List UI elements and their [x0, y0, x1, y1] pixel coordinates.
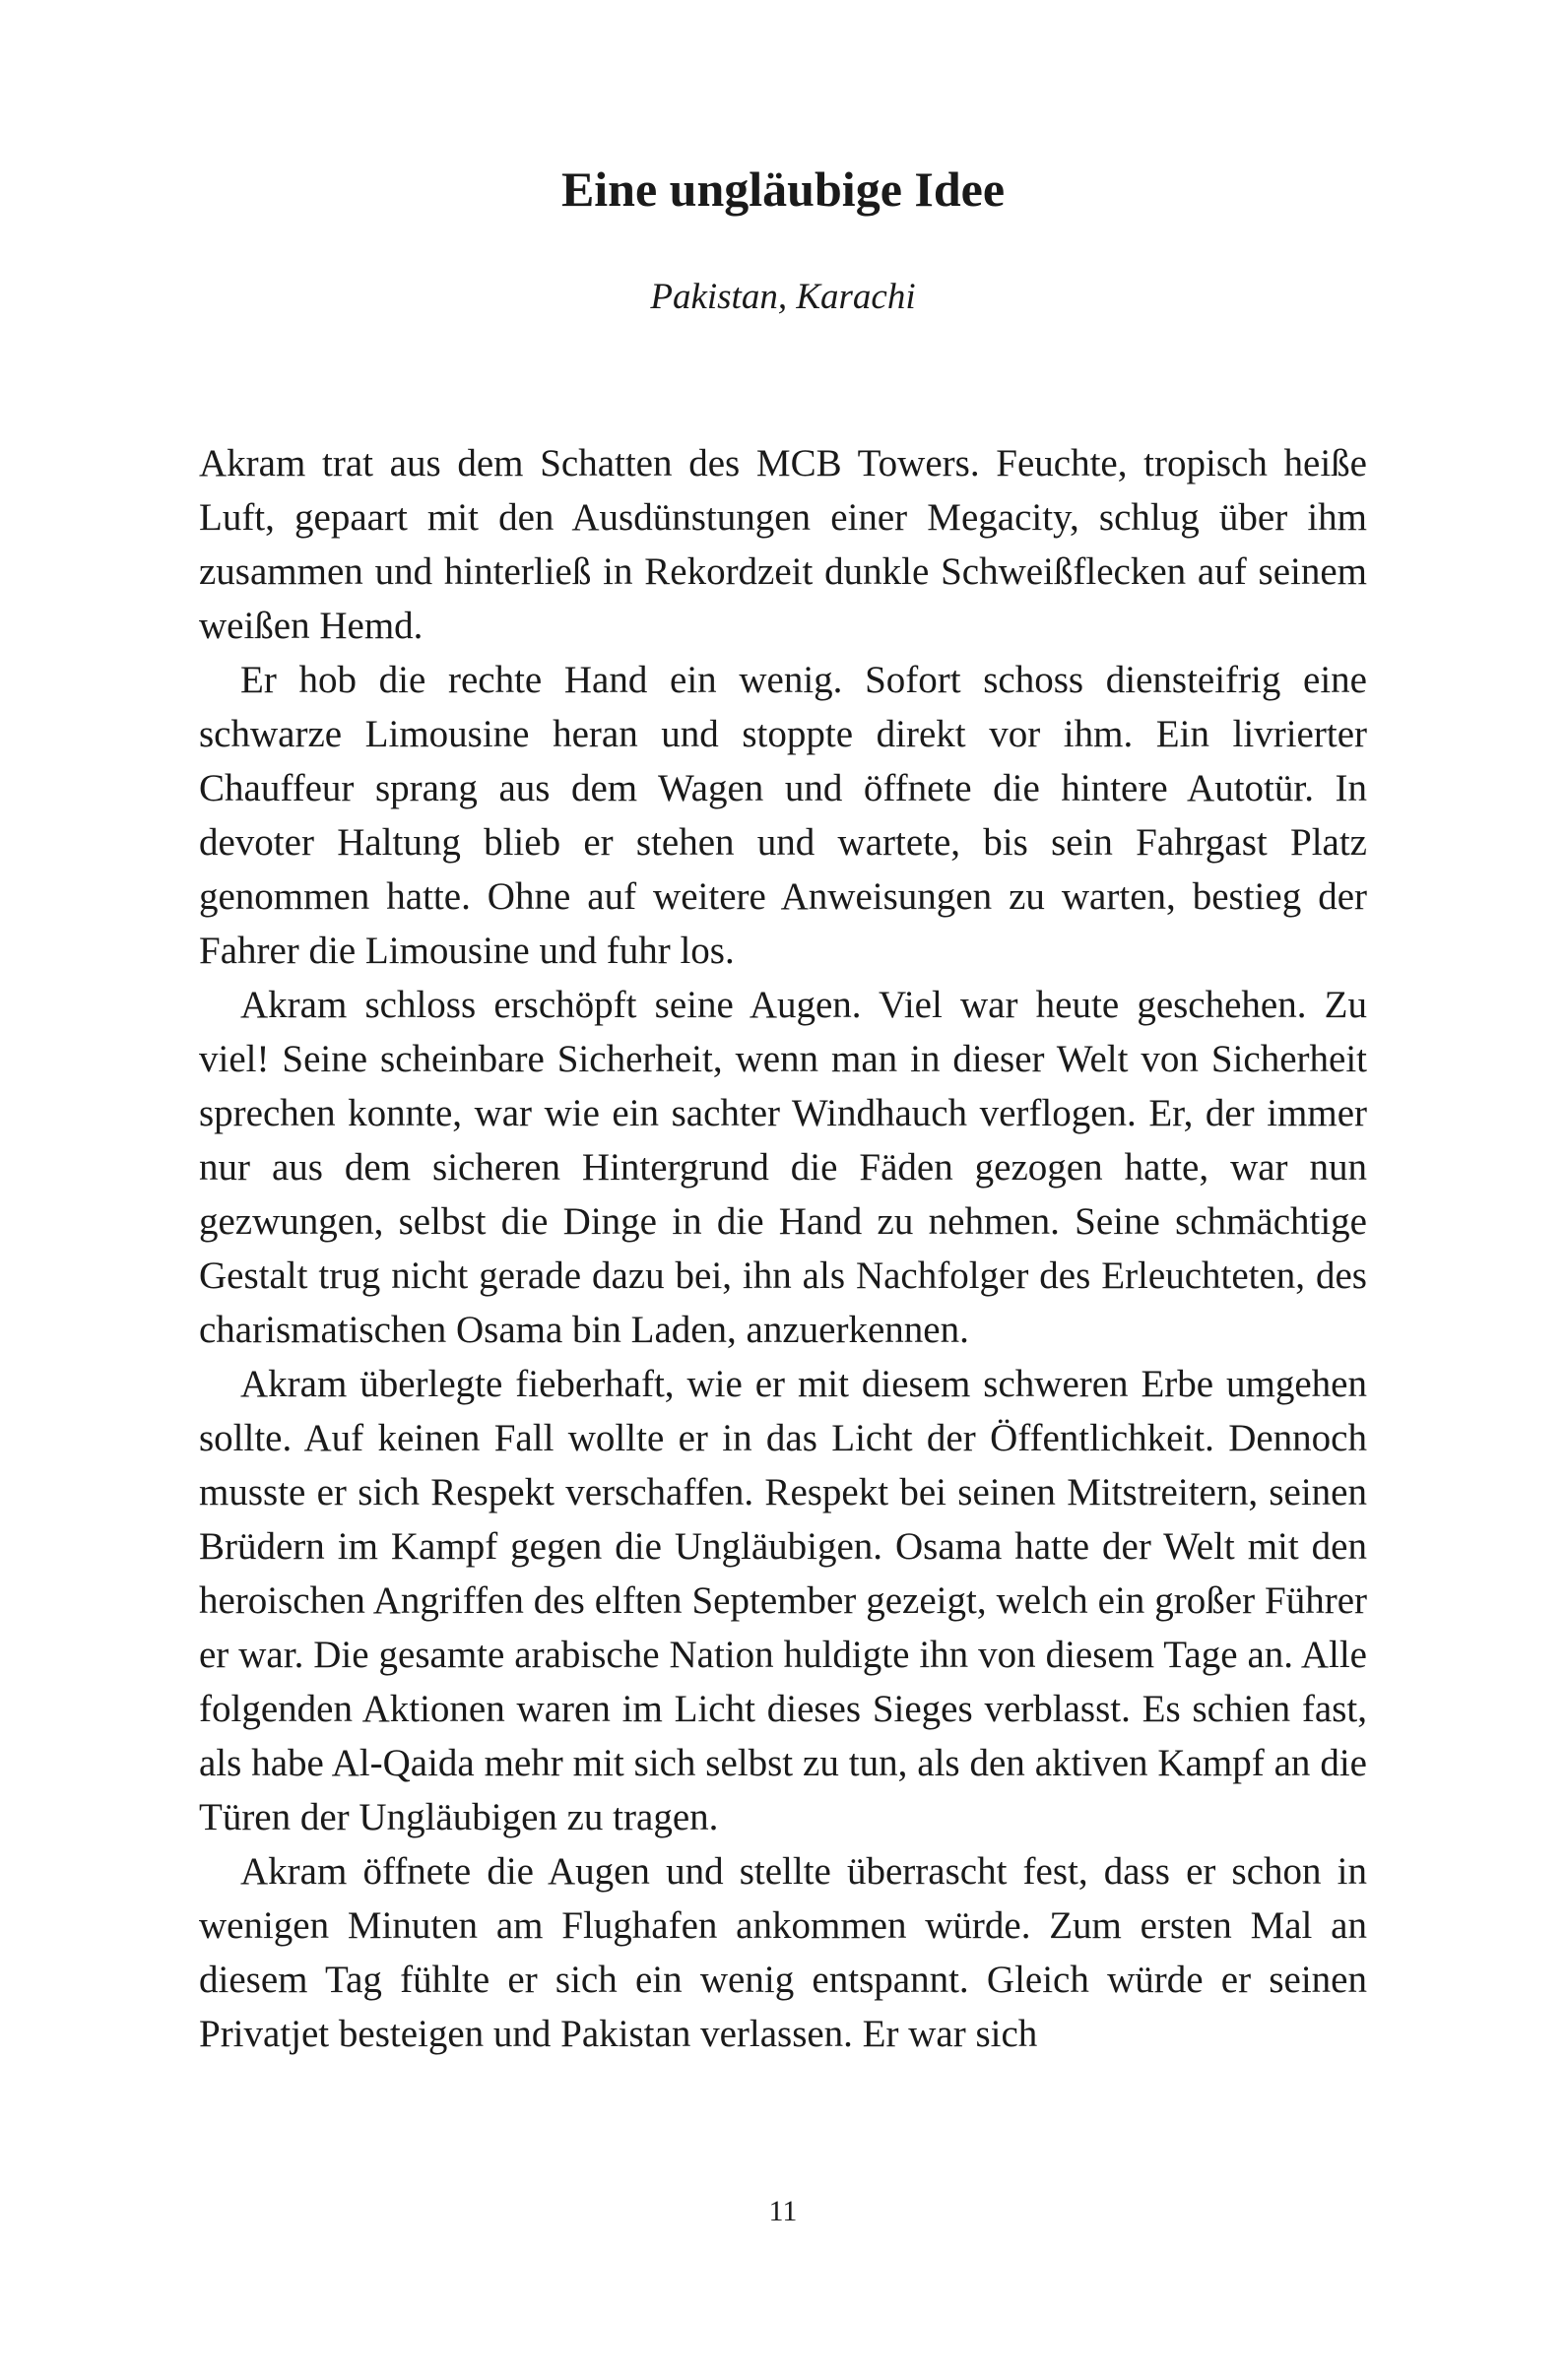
chapter-title: Eine ungläubige Idee	[560, 161, 1006, 217]
page-number: 11	[768, 2195, 798, 2227]
chapter-body	[199, 436, 1367, 2061]
paragraph: Akram schloss erschöpft seine Augen. Viel war heute geschehen. Zu viel! Seine scheinbare Sicherheit, wenn man in dieser Welt von Sicherheit sprechen konnte, war wie ein sachter Windhauch verflogen. Er, der immer nur aus dem sicheren Hintergrund die Fäden gezogen hatte, war nun gezwungen, selbst die Dinge in die Hand zu nehmen. Seine schmächtige Gestalt trug nicht gerade dazu bei, ihn als Nachfolger des Erleuchteten, des charismatischen Osama bin Laden, anzuerkennen.	[199, 984, 1367, 1351]
paragraph: Akram trat aus dem Schatten des MCB Towers. Feuchte, tropisch heiße Luft, gepaart mit den Ausdünstungen einer Megacity, schlug über ihm zusammen und hinterließ in Rekordzeit dunkle Schweißflecken auf seinem weißen Hemd.	[199, 442, 1367, 647]
paragraph: Akram überlegte fieberhaft, wie er mit diesem schweren Erbe umgehen sollte. Auf keinen Fall wollte er in das Licht der Öffentlichkeit. Dennoch musste er sich Respekt verschaffen. Respekt bei seinen Mitstreitern, seinen Brüdern im Kampf gegen die Ungläubigen. Osama hatte der Welt mit den heroischen Angriffen des elften September gezeigt, welch ein großer Führer er war. Die gesamte arabische Nation huldigte ihn von diesem Tage an. Alle folgenden Aktionen waren im Licht dieses Sieges verblasst. Es schien fast, als habe Al-Qaida mehr mit sich selbst zu tun, als den aktiven Kampf an die Türen der Ungläubigen zu tragen.	[199, 1363, 1367, 1838]
chapter-location: Pakistan, Karachi	[650, 277, 916, 317]
paragraph: Er hob die rechte Hand ein wenig. Sofort schoss diensteifrig eine schwarze Limousine heran und stoppte direkt vor ihm. Ein livrierter Chauffeur sprang aus dem Wagen und öffnete die hintere Autotür. In devoter Haltung blieb er stehen und wartete, bis sein Fahrgast Platz genommen hatte. Ohne auf weitere Anweisungen zu warten, bestieg der Fahrer die Limousine und fuhr los.	[199, 659, 1367, 972]
paragraph: Akram öffnete die Augen und stellte überrascht fest, dass er schon in wenigen Minuten am Flughafen ankommen würde. Zum ersten Mal an diesem Tag fühlte er sich ein wenig entspannt. Gleich würde er seinen Privatjet besteigen und Pakistan verlassen. Er war sich	[199, 1850, 1367, 2055]
